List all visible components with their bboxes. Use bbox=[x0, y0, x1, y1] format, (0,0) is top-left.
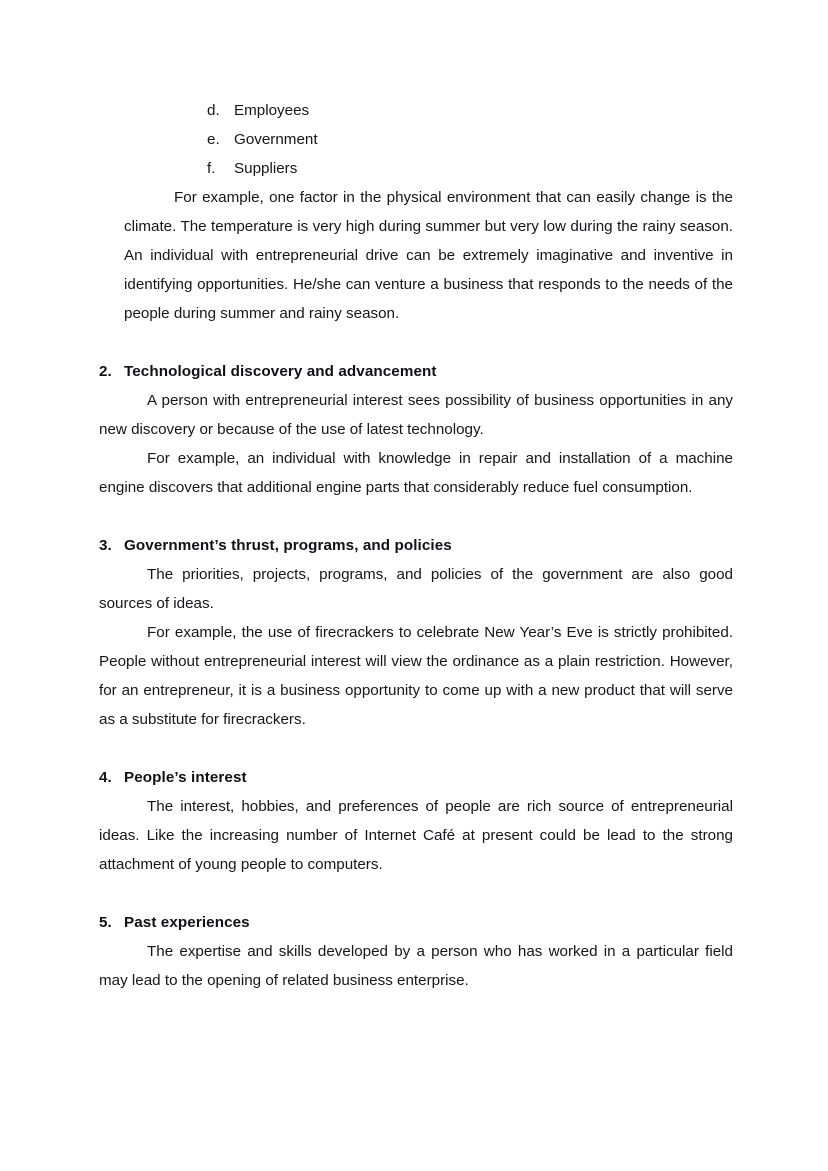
section-2 bbox=[99, 357, 733, 502]
section-title: Past experiences bbox=[124, 914, 250, 931]
list-item-label: Suppliers bbox=[234, 160, 298, 177]
section-number: 5. bbox=[99, 914, 112, 931]
list-item-marker: f. bbox=[207, 160, 216, 177]
section-4 bbox=[99, 763, 733, 879]
paragraph: The expertise and skills developed by a person who has worked in a particular field may lead to the opening of related business enterprise. bbox=[99, 943, 733, 989]
list-item-label: Government bbox=[234, 131, 318, 148]
section-title: People’s interest bbox=[124, 769, 247, 786]
section-number: 3. bbox=[99, 537, 112, 554]
section-number: 4. bbox=[99, 769, 112, 786]
list-item bbox=[99, 96, 733, 125]
section-3 bbox=[99, 531, 733, 734]
section-heading bbox=[99, 763, 733, 792]
section-number: 2. bbox=[99, 363, 112, 380]
sub-list bbox=[99, 96, 733, 183]
list-item bbox=[99, 125, 733, 154]
list-item-marker: e. bbox=[207, 131, 220, 148]
section-title: Government’s thrust, programs, and policies bbox=[124, 537, 452, 554]
list-item bbox=[99, 154, 733, 183]
section-body bbox=[99, 937, 733, 995]
section-title: Technological discovery and advancement bbox=[124, 363, 437, 380]
list-item-label: Employees bbox=[234, 102, 310, 119]
paragraph: A person with entrepreneurial interest sees possibility of business opportunities in any new discovery or because of the use of latest technology. bbox=[99, 392, 733, 438]
section-heading bbox=[99, 908, 733, 937]
section-body bbox=[99, 792, 733, 879]
document-content bbox=[99, 96, 733, 995]
section-5 bbox=[99, 908, 733, 995]
paragraph: The priorities, projects, programs, and policies of the government are also good sources of ideas. bbox=[99, 566, 733, 612]
paragraph: For example, an individual with knowledge in repair and installation of a machine engine discovers that additional engine parts that considerably reduce fuel consumption. bbox=[99, 450, 733, 496]
section-heading bbox=[99, 357, 733, 386]
intro-paragraph: For example, one factor in the physical environment that can easily change is the climate. The temperature is very high during summer but very low during the rainy season. An individual with entrepreneurial drive can be extremely imaginative and inventive in identifying opportunities. He/she can venture a business that responds to the needs of the people during summer and rainy season. bbox=[124, 189, 733, 322]
paragraph: For example, the use of firecrackers to celebrate New Year’s Eve is strictly prohibited. People without entrepreneurial interest will view the ordinance as a plain restriction. However, for an entrepreneur, it is a business opportunity to come up with a new product that will serve as a substitute for firecrackers. bbox=[99, 624, 733, 728]
list-item-marker: d. bbox=[207, 102, 220, 119]
paragraph: The interest, hobbies, and preferences of people are rich source of entrepreneurial ideas. Like the increasing number of Internet Café at present could be lead to the strong attachment of young people to computers. bbox=[99, 798, 733, 873]
section-heading bbox=[99, 531, 733, 560]
section-body bbox=[99, 560, 733, 734]
section-body bbox=[99, 386, 733, 502]
